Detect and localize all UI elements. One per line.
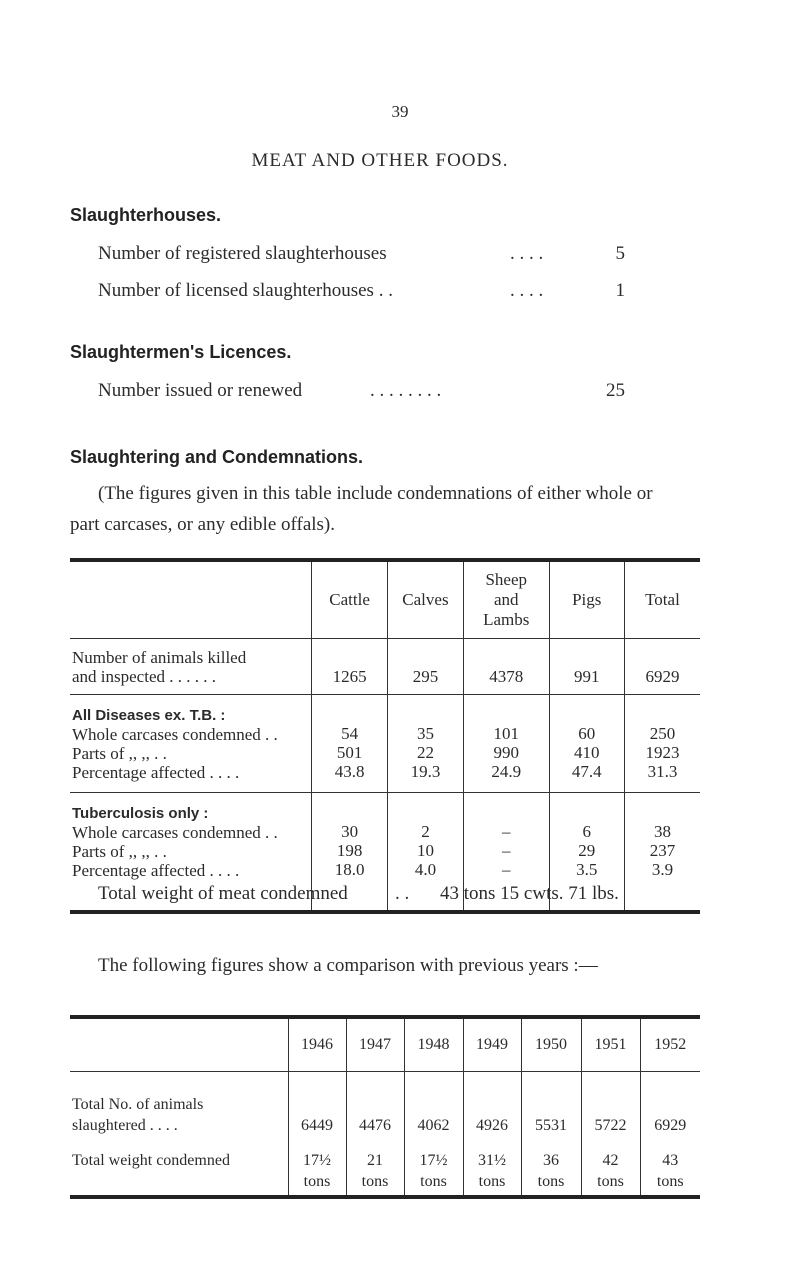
table-cell: 991 <box>549 639 624 695</box>
row-label: and inspected . . . . . . <box>72 667 216 686</box>
table-cell: – <box>501 841 511 860</box>
column-header: Pigs <box>549 560 624 639</box>
section-heading-condemnations: Slaughtering and Condemnations. <box>70 447 364 467</box>
licences-issued-label: Number issued or renewed <box>98 380 303 401</box>
table-header-row <box>70 560 700 639</box>
total-weight-value: 43 tons 15 cwts. 71 lbs. <box>440 883 619 904</box>
table-cell: 6929 <box>640 1072 700 1137</box>
table-header-blank <box>70 560 312 639</box>
section-heading-slaughterhouses: Slaughterhouses. <box>70 205 222 225</box>
table-cell: 237 <box>649 841 676 860</box>
table-cell: 1265 <box>312 639 388 695</box>
table-cell: 2 <box>421 822 430 841</box>
table-cell: 4.0 <box>414 860 437 879</box>
page-title: MEAT AND OTHER FOODS. <box>251 150 509 171</box>
table-cell: 3.9 <box>651 860 674 879</box>
registered-slaughterhouses-value: 5 <box>615 243 625 264</box>
table-cell: 17½ <box>303 1152 331 1169</box>
table-row <box>70 639 700 695</box>
row-label: Total No. of animals <box>72 1096 204 1113</box>
year-header: 1947 <box>346 1017 404 1072</box>
table-cell: – <box>501 822 511 841</box>
row-label: Parts of ,, ,, . . <box>72 842 167 861</box>
table-cell: 31½ <box>478 1152 506 1169</box>
table-cell: 10 <box>416 841 434 860</box>
table-cell: 29 <box>578 841 596 860</box>
condemnations-note-line2: part carcases, or any edible offals). <box>70 514 335 535</box>
column-header: Calves <box>387 560 463 639</box>
table-cell: 101 <box>493 724 519 743</box>
table-cell: 4062 <box>404 1072 463 1137</box>
condemnations-note-line1: (The figures given in this table include condemnations of either whole or <box>98 483 653 504</box>
page-number: 39 <box>391 102 409 121</box>
table-cell: 1923 <box>645 743 680 762</box>
table-cell: 43 <box>662 1152 679 1169</box>
table-cell: 17½ <box>419 1152 448 1169</box>
registered-slaughterhouses-label: Number of registered slaughterhouses <box>98 243 387 264</box>
table-cell: – <box>501 860 511 879</box>
row-label: Percentage affected . . . . <box>72 861 240 880</box>
table-cell: 4926 <box>463 1072 521 1137</box>
row-label: Whole carcases condemned . . <box>72 725 278 744</box>
table-cell: 24.9 <box>491 762 522 781</box>
table-cell: 5531 <box>521 1072 581 1137</box>
year-header: 1952 <box>640 1017 700 1072</box>
leader-dots: . . <box>395 883 410 904</box>
table-cell: 19.3 <box>410 762 441 781</box>
table-cell: 31.3 <box>647 762 678 781</box>
group-heading: Tuberculosis only : <box>72 805 209 822</box>
table-cell: 18.0 <box>334 860 365 879</box>
table-cell: 21 <box>367 1152 383 1169</box>
column-header: Cattle <box>312 560 388 639</box>
table-header-row <box>70 1017 700 1072</box>
table-cell: 3.5 <box>576 860 598 879</box>
table-cell: 60 <box>578 724 596 743</box>
column-header: Sheep and Lambs <box>463 560 549 639</box>
table-cell: 42 <box>602 1152 619 1169</box>
unit-label: tons <box>361 1173 389 1190</box>
table-cell: 36 <box>543 1152 559 1169</box>
licences-issued-value: 25 <box>606 380 625 401</box>
year-header: 1948 <box>404 1017 463 1072</box>
column-header: Total <box>624 560 700 639</box>
table-cell: 6 <box>582 822 591 841</box>
table-cell: 54 <box>341 724 359 743</box>
year-header: 1951 <box>581 1017 640 1072</box>
row-label: Number of animals killed <box>72 648 247 667</box>
table-cell: 501 <box>336 743 363 762</box>
row-label: Percentage affected . . . . <box>72 763 240 782</box>
table-cell: 410 <box>573 743 600 762</box>
table-cell: 4476 <box>346 1072 404 1137</box>
unit-label: tons <box>656 1173 684 1190</box>
row-label: Parts of ,, ,, . . <box>72 744 167 763</box>
licensed-slaughterhouses-value: 1 <box>615 280 625 301</box>
table-cell: 6449 <box>288 1072 346 1137</box>
table-cell: 295 <box>387 639 463 695</box>
unit-label: tons <box>420 1173 447 1190</box>
row-label: Whole carcases condemned . . <box>72 823 278 842</box>
comparison-table <box>70 1015 700 1199</box>
table-cell: 38 <box>653 822 671 841</box>
table-cell: 198 <box>336 841 363 860</box>
table-cell: 22 <box>416 743 434 762</box>
table-cell: 47.4 <box>571 762 602 781</box>
table-row <box>70 1072 700 1137</box>
year-header: 1946 <box>288 1017 346 1072</box>
year-header: 1950 <box>521 1017 581 1072</box>
table-cell: 43.8 <box>334 762 365 781</box>
unit-label: tons <box>537 1173 565 1190</box>
table-cell: 35 <box>416 724 434 743</box>
table-cell: 5722 <box>581 1072 640 1137</box>
total-weight-label: Total weight of meat condemned <box>98 883 348 904</box>
leader-dots: . . . . <box>510 243 544 264</box>
group-heading: All Diseases ex. T.B. : <box>72 707 226 724</box>
row-label: Total weight condemned <box>72 1152 230 1169</box>
licensed-slaughterhouses-label: Number of licensed slaughterhouses . . <box>98 280 393 301</box>
table-row-group <box>70 695 700 793</box>
table-header-blank <box>70 1017 288 1072</box>
leader-dots: . . . . . . . . <box>370 380 442 401</box>
unit-label: tons <box>597 1173 624 1190</box>
unit-label: tons <box>303 1173 331 1190</box>
leader-dots: . . . . <box>510 280 544 301</box>
unit-label: tons <box>478 1173 506 1190</box>
year-header: 1949 <box>463 1017 521 1072</box>
table-cell: 990 <box>493 743 519 762</box>
condemnations-table <box>70 558 700 914</box>
table-cell: 6929 <box>624 639 700 695</box>
table-row <box>70 1136 700 1197</box>
comparison-intro: The following figures show a comparison with previous years :— <box>98 955 598 976</box>
section-heading-licences: Slaughtermen's Licences. <box>70 342 292 362</box>
table-cell: 250 <box>649 724 676 743</box>
row-label: slaughtered . . . . <box>72 1117 178 1134</box>
table-cell: 30 <box>341 822 359 841</box>
table-cell: 4378 <box>463 639 549 695</box>
